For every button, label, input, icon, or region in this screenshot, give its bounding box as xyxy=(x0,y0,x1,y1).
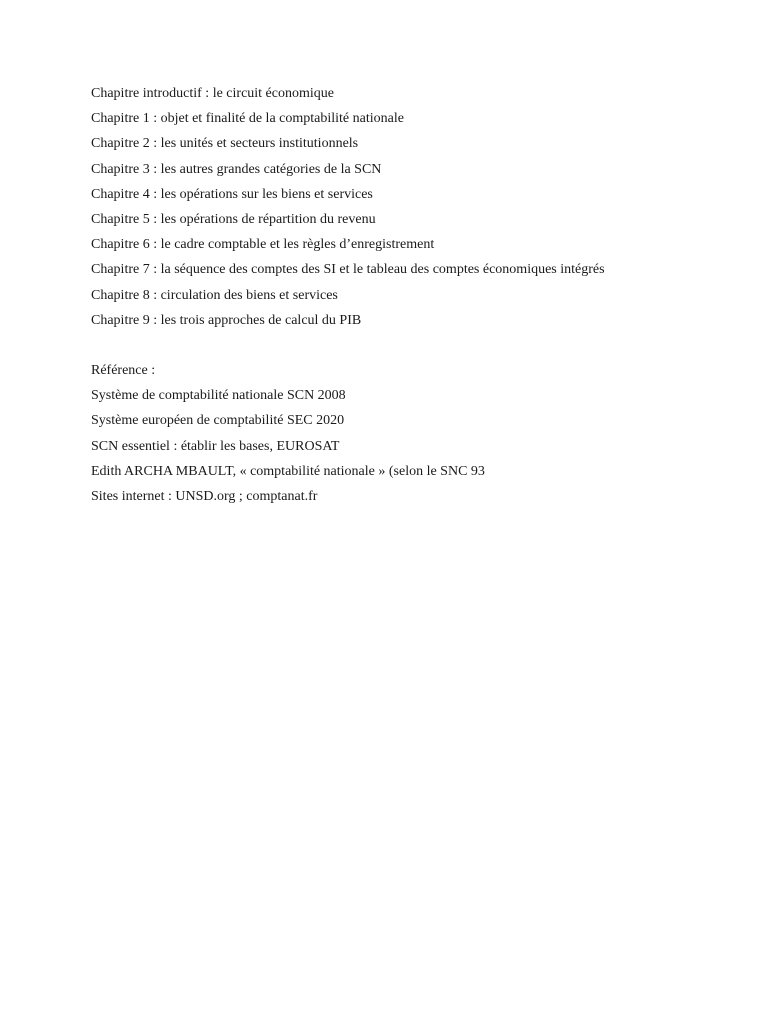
chapter-4: Chapitre 4 : les opérations sur les biens et services xyxy=(91,186,373,202)
document-content xyxy=(91,85,751,513)
chapter-6: Chapitre 6 : le cadre comptable et les règles d’enregistrement xyxy=(91,237,435,253)
reference-section xyxy=(91,362,751,513)
reference-item: SCN essentiel : établir les bases, EUROSAT xyxy=(91,438,340,454)
reference-item: Système européen de comptabilité SEC 2020 xyxy=(91,413,345,429)
chapter-5: Chapitre 5 : les opérations de répartition du revenu xyxy=(91,211,376,227)
chapter-7: Chapitre 7 : la séquence des comptes des SI et le tableau des comptes économiques intégrés xyxy=(91,262,605,278)
chapter-list xyxy=(91,85,751,337)
reference-item: Sites internet : UNSD.org ; comptanat.fr xyxy=(91,489,318,504)
chapter-3: Chapitre 3 : les autres grandes catégories de la SCN xyxy=(91,161,382,177)
reference-item: Edith ARCHA MBAULT, « comptabilité nationale » (selon le SNC 93 xyxy=(91,463,485,479)
chapter-2: Chapitre 2 : les unités et secteurs institutionnels xyxy=(91,136,359,152)
reference-heading: Référence : xyxy=(91,363,156,379)
chapter-9: Chapitre 9 : les trois approches de calcul du PIB xyxy=(91,312,362,328)
chapter-1: Chapitre 1 : objet et finalité de la comptabilité nationale xyxy=(91,111,404,127)
chapter-8: Chapitre 8 : circulation des biens et services xyxy=(91,287,338,303)
section-spacer xyxy=(91,337,751,362)
chapter-intro: Chapitre introductif : le circuit économique xyxy=(91,86,334,101)
reference-item: Système de comptabilité nationale SCN 2008 xyxy=(91,388,346,404)
